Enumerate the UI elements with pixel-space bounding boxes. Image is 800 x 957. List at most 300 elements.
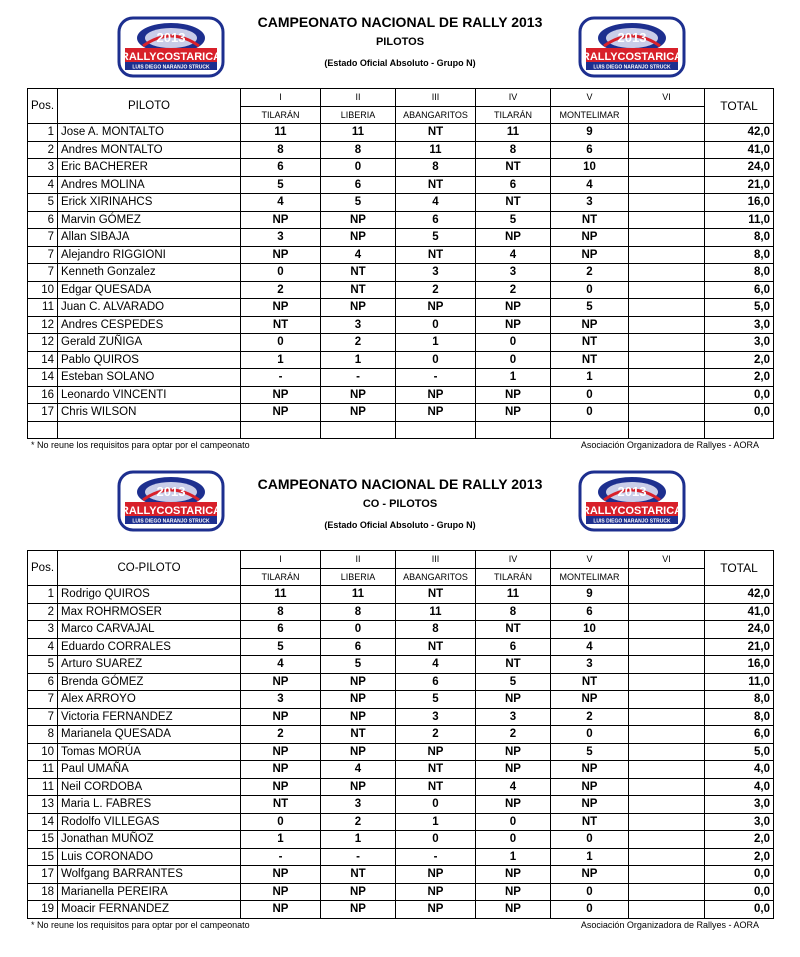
position-cell: 10 [28,743,58,761]
table-row [28,264,774,282]
round-score-cell [629,176,705,194]
round-score-cell: 0 [396,316,476,334]
table-row [28,743,774,761]
logo-brand: RALLYCOSTARICA [581,505,683,517]
table-row [28,334,774,352]
round-score-cell: NP [396,386,476,404]
round-score-cell: 0 [551,281,629,299]
round-score-cell: NP [321,708,396,726]
round-score-cell: 0 [476,334,551,352]
round-score-cell: 8 [241,141,321,159]
name-cell: Andres MOLINA [58,176,241,194]
round-score-cell: NP [241,761,321,779]
round-header: II [321,551,396,569]
footer-org: Asociación Organizadora de Rallyes - AORA [580,440,759,450]
position-cell: 2 [28,141,58,159]
section-pilotos [0,0,800,450]
round-score-cell: NP [321,743,396,761]
name-cell: Kenneth Gonzalez [58,264,241,282]
total-cell: 2,0 [705,848,774,866]
round-score-cell: 2 [476,281,551,299]
total-cell: 21,0 [705,638,774,656]
round-score-cell: NT [241,316,321,334]
logo-tagline: LUIS DIEGO NARANJO STRUCK [132,64,210,71]
round-score-cell [629,299,705,317]
round-score-cell [629,761,705,779]
round-score-cell: 0 [551,901,629,919]
name-cell: Gerald ZUÑIGA [58,334,241,352]
total-cell: 4,0 [705,761,774,779]
round-score-cell: 11 [241,124,321,142]
round-score-cell: 4 [476,246,551,264]
position-cell: 4 [28,638,58,656]
round-score-cell [629,281,705,299]
round-score-cell [629,124,705,142]
round-score-cell: 10 [551,621,629,639]
logo-year: 2013 [617,30,647,45]
logo-brand: RALLYCOSTARICA [581,51,683,63]
round-score-cell [629,778,705,796]
round-score-cell: 0 [321,621,396,639]
round-score-cell [629,586,705,604]
round-score-cell: 0 [476,831,551,849]
round-header: III [396,551,476,569]
round-score-cell: NT [551,211,629,229]
total-cell: 6,0 [705,726,774,744]
round-score-cell: NP [241,901,321,919]
round-score-cell: NT [321,866,396,884]
name-cell: Eric BACHERER [58,159,241,177]
round-score-cell: - [321,369,396,387]
round-score-cell: 2 [551,708,629,726]
round-score-cell: NP [551,691,629,709]
round-score-cell: 5 [396,229,476,247]
round-score-cell: NT [321,281,396,299]
round-score-cell: NP [241,211,321,229]
table-row [28,656,774,674]
table-row [28,621,774,639]
total-cell: 3,0 [705,813,774,831]
footer-note: * No reune los requisitos para optar por el campeonato [31,920,250,930]
round-score-cell: 11 [396,603,476,621]
round-score-cell: 0 [396,796,476,814]
name-cell: Chris WILSON [58,404,241,422]
position-cell: 12 [28,334,58,352]
total-cell: 8,0 [705,264,774,282]
round-score-cell: NP [321,386,396,404]
logo-brand: RALLYCOSTARICA [120,51,222,63]
round-score-cell: 11 [476,586,551,604]
round-score-cell: 5 [241,176,321,194]
round-score-cell: NP [396,883,476,901]
round-score-cell [241,421,321,439]
round-score-cell: NT [476,621,551,639]
round-score-cell: 2 [396,281,476,299]
logo-brand: RALLYCOSTARICA [120,505,222,517]
page-subtitle: PILOTOS [375,36,425,48]
page-title: CAMPEONATO NACIONAL DE RALLY 2013 [257,476,543,492]
round-score-cell: 2 [396,726,476,744]
round-score-cell: NP [551,866,629,884]
total-cell: 8,0 [705,708,774,726]
round-score-cell: 3 [396,264,476,282]
pos-header: Pos. [28,89,58,124]
position-cell: 2 [28,603,58,621]
position-cell: 15 [28,831,58,849]
table-row [28,316,774,334]
round-score-cell: 4 [241,656,321,674]
round-header: VI [629,551,705,569]
footer-note: * No reune los requisitos para optar por el campeonato [31,440,250,450]
round-score-cell: 2 [241,726,321,744]
round-score-cell [629,796,705,814]
round-score-cell: 11 [321,586,396,604]
total-cell: 0,0 [705,386,774,404]
page-subsubtitle: (Estado Oficial Absoluto - Grupo N) [324,58,476,68]
round-score-cell: NT [396,586,476,604]
round-score-cell: NP [241,866,321,884]
round-score-cell: 6 [241,621,321,639]
total-cell: 4,0 [705,778,774,796]
name-cell: Paul UMAÑA [58,761,241,779]
total-cell [705,421,774,439]
round-header: IV [476,551,551,569]
round-score-cell: 3 [241,229,321,247]
round-score-cell: 0 [551,831,629,849]
round-score-cell: 0 [241,334,321,352]
table-row [28,796,774,814]
round-score-cell: 0 [321,159,396,177]
round-score-cell: 0 [396,351,476,369]
logo-tagline: LUIS DIEGO NARANJO STRUCK [593,64,671,71]
round-score-cell: NT [396,176,476,194]
total-cell: 42,0 [705,124,774,142]
round-score-cell: NP [551,316,629,334]
name-cell: Maria L. FABRES [58,796,241,814]
total-cell: 0,0 [705,866,774,884]
footer-org: Asociación Organizadora de Rallyes - AORA [580,920,759,930]
round-score-cell: NP [551,229,629,247]
round-score-cell: 3 [551,656,629,674]
round-score-cell [629,316,705,334]
round-score-cell: NP [321,229,396,247]
round-score-cell [629,813,705,831]
table-row [28,176,774,194]
total-header: TOTAL [705,551,774,586]
round-score-cell: 4 [241,194,321,212]
position-cell: 12 [28,316,58,334]
page-subtitle: CO - PILOTOS [362,498,438,510]
round-score-cell [629,638,705,656]
round-score-cell [629,603,705,621]
round-score-cell: NP [241,883,321,901]
round-score-cell: 1 [476,848,551,866]
round-header: V [551,551,629,569]
table-row [28,883,774,901]
name-cell: Pablo QUIROS [58,351,241,369]
round-score-cell: NP [476,691,551,709]
venue-header: MONTELIMAR [551,568,629,586]
round-score-cell: 6 [476,176,551,194]
round-score-cell: NP [241,386,321,404]
round-header: VI [629,89,705,107]
round-score-cell: 1 [551,369,629,387]
round-score-cell: NT [396,778,476,796]
round-score-cell [629,883,705,901]
venue-header: ABANGARITOS [396,568,476,586]
round-score-cell [629,621,705,639]
round-score-cell: 4 [551,638,629,656]
name-cell: Max ROHRMOSER [58,603,241,621]
table-row [28,848,774,866]
round-score-cell: 3 [476,264,551,282]
round-header: III [396,89,476,107]
table-row [28,673,774,691]
round-score-cell: NP [476,883,551,901]
total-cell: 2,0 [705,369,774,387]
venue-header: TILARÁN [241,568,321,586]
round-score-cell: NT [396,761,476,779]
name-cell: Edgar QUESADA [58,281,241,299]
total-cell: 6,0 [705,281,774,299]
round-score-cell: 1 [551,848,629,866]
name-cell: Alejandro RIGGIONI [58,246,241,264]
round-score-cell: 6 [476,638,551,656]
round-score-cell: NP [551,778,629,796]
round-score-cell: 6 [396,211,476,229]
venue-header: LIBERIA [321,106,396,124]
round-score-cell: 8 [321,141,396,159]
round-score-cell: NT [241,796,321,814]
round-score-cell: 8 [321,603,396,621]
position-cell: 3 [28,159,58,177]
round-score-cell: NP [241,673,321,691]
round-score-cell [629,159,705,177]
total-cell: 3,0 [705,316,774,334]
round-score-cell: NT [551,813,629,831]
position-cell: 11 [28,761,58,779]
round-score-cell: 1 [241,351,321,369]
table-row [28,246,774,264]
venue-header: ABANGARITOS [396,106,476,124]
round-score-cell [629,386,705,404]
total-cell: 24,0 [705,621,774,639]
round-score-cell: 5 [321,656,396,674]
name-cell: Allan SIBAJA [58,229,241,247]
venue-header: MONTELIMAR [551,106,629,124]
round-score-cell: NP [241,743,321,761]
round-score-cell: NP [241,404,321,422]
round-score-cell: 11 [476,124,551,142]
position-cell: 7 [28,708,58,726]
name-cell: Victoria FERNANDEZ [58,708,241,726]
section-header [0,462,800,548]
round-score-cell [629,421,705,439]
round-score-cell: 8 [241,603,321,621]
position-cell: 16 [28,386,58,404]
round-score-cell: 1 [321,351,396,369]
round-score-cell: 8 [476,141,551,159]
total-cell: 24,0 [705,159,774,177]
round-score-cell: 2 [321,813,396,831]
position-cell: 7 [28,691,58,709]
round-score-cell: 0 [476,813,551,831]
venue-header: TILARÁN [241,106,321,124]
round-score-cell: 5 [476,211,551,229]
total-cell: 2,0 [705,831,774,849]
round-score-cell: 5 [321,194,396,212]
round-score-cell: NT [321,726,396,744]
total-cell: 8,0 [705,691,774,709]
round-score-cell: NP [551,246,629,264]
round-score-cell: 6 [551,141,629,159]
name-cell: Moacir FERNANDEZ [58,901,241,919]
position-cell: 14 [28,351,58,369]
round-score-cell: NT [476,159,551,177]
table-row [28,603,774,621]
round-score-cell: 3 [321,316,396,334]
name-cell: Marianela QUESADA [58,726,241,744]
logo-tagline: LUIS DIEGO NARANJO STRUCK [593,518,671,525]
round-score-cell: 2 [551,264,629,282]
round-score-cell: 10 [551,159,629,177]
round-score-cell: 9 [551,586,629,604]
table-row [28,691,774,709]
total-cell: 21,0 [705,176,774,194]
round-score-cell: 4 [396,194,476,212]
name-cell: Leonardo VINCENTI [58,386,241,404]
table-row [28,708,774,726]
total-cell: 42,0 [705,586,774,604]
round-score-cell: NT [551,351,629,369]
round-score-cell: 8 [396,159,476,177]
position-cell: 1 [28,586,58,604]
name-cell: Neil CORDOBA [58,778,241,796]
round-score-cell: 1 [396,334,476,352]
round-score-cell [629,726,705,744]
round-score-cell: - [241,369,321,387]
round-score-cell: 0 [396,831,476,849]
round-score-cell: NP [476,743,551,761]
round-score-cell [396,421,476,439]
position-cell: 11 [28,778,58,796]
name-cell: Alex ARROYO [58,691,241,709]
round-score-cell: 0 [551,883,629,901]
table-row [28,211,774,229]
round-score-cell: 1 [241,831,321,849]
table-row [28,229,774,247]
position-cell: 15 [28,848,58,866]
table-row [28,638,774,656]
venue-header [629,106,705,124]
round-score-cell: 4 [551,176,629,194]
table-row [28,281,774,299]
total-cell: 11,0 [705,673,774,691]
round-score-cell [629,334,705,352]
round-score-cell: 4 [321,246,396,264]
table-row [28,369,774,387]
round-score-cell: 5 [551,743,629,761]
round-score-cell: NT [551,334,629,352]
total-cell: 0,0 [705,901,774,919]
round-score-cell [629,691,705,709]
round-score-cell [629,708,705,726]
round-score-cell: 1 [321,831,396,849]
round-header: IV [476,89,551,107]
position-cell: 10 [28,281,58,299]
round-score-cell: NP [321,211,396,229]
round-score-cell: NP [321,883,396,901]
position-cell: 7 [28,264,58,282]
total-cell: 11,0 [705,211,774,229]
results-body [28,124,774,439]
round-score-cell [629,673,705,691]
round-score-cell: 6 [321,176,396,194]
round-header: I [241,551,321,569]
table-row [28,586,774,604]
round-score-cell: NP [476,761,551,779]
round-score-cell: NT [396,124,476,142]
table-row [28,866,774,884]
round-score-cell: NP [396,299,476,317]
total-cell: 0,0 [705,404,774,422]
table-row [28,726,774,744]
round-header: V [551,89,629,107]
rally-logo-right [578,470,686,532]
name-header: PILOTO [58,89,241,124]
round-score-cell: NP [476,229,551,247]
table-row [28,813,774,831]
round-score-cell [629,866,705,884]
round-score-cell: 8 [476,603,551,621]
round-score-cell: 2 [241,281,321,299]
name-header: CO-PILOTO [58,551,241,586]
table-row [28,761,774,779]
position-cell: 19 [28,901,58,919]
round-score-cell: 0 [551,386,629,404]
round-score-cell: NP [321,778,396,796]
round-score-cell: 3 [241,691,321,709]
table-row [28,124,774,142]
round-score-cell [629,141,705,159]
results-body [28,586,774,919]
round-score-cell [629,848,705,866]
round-score-cell: NP [396,404,476,422]
round-score-cell: NP [241,246,321,264]
name-cell: Jonathan MUÑOZ [58,831,241,849]
round-score-cell [629,211,705,229]
round-score-cell: NT [396,246,476,264]
name-cell: Andres MONTALTO [58,141,241,159]
round-score-cell [629,831,705,849]
position-cell: 13 [28,796,58,814]
round-score-cell: 0 [551,404,629,422]
round-score-cell: 0 [476,351,551,369]
round-score-cell: 6 [241,159,321,177]
round-score-cell [629,246,705,264]
position-cell: 6 [28,211,58,229]
round-score-cell [629,404,705,422]
name-cell: Luis CORONADO [58,848,241,866]
logo-year: 2013 [156,484,186,499]
round-score-cell: NP [551,761,629,779]
table-row [28,831,774,849]
round-header: II [321,89,396,107]
round-score-cell: 9 [551,124,629,142]
round-score-cell: 5 [551,299,629,317]
position-cell: 17 [28,866,58,884]
name-cell: Tomas MORÚA [58,743,241,761]
